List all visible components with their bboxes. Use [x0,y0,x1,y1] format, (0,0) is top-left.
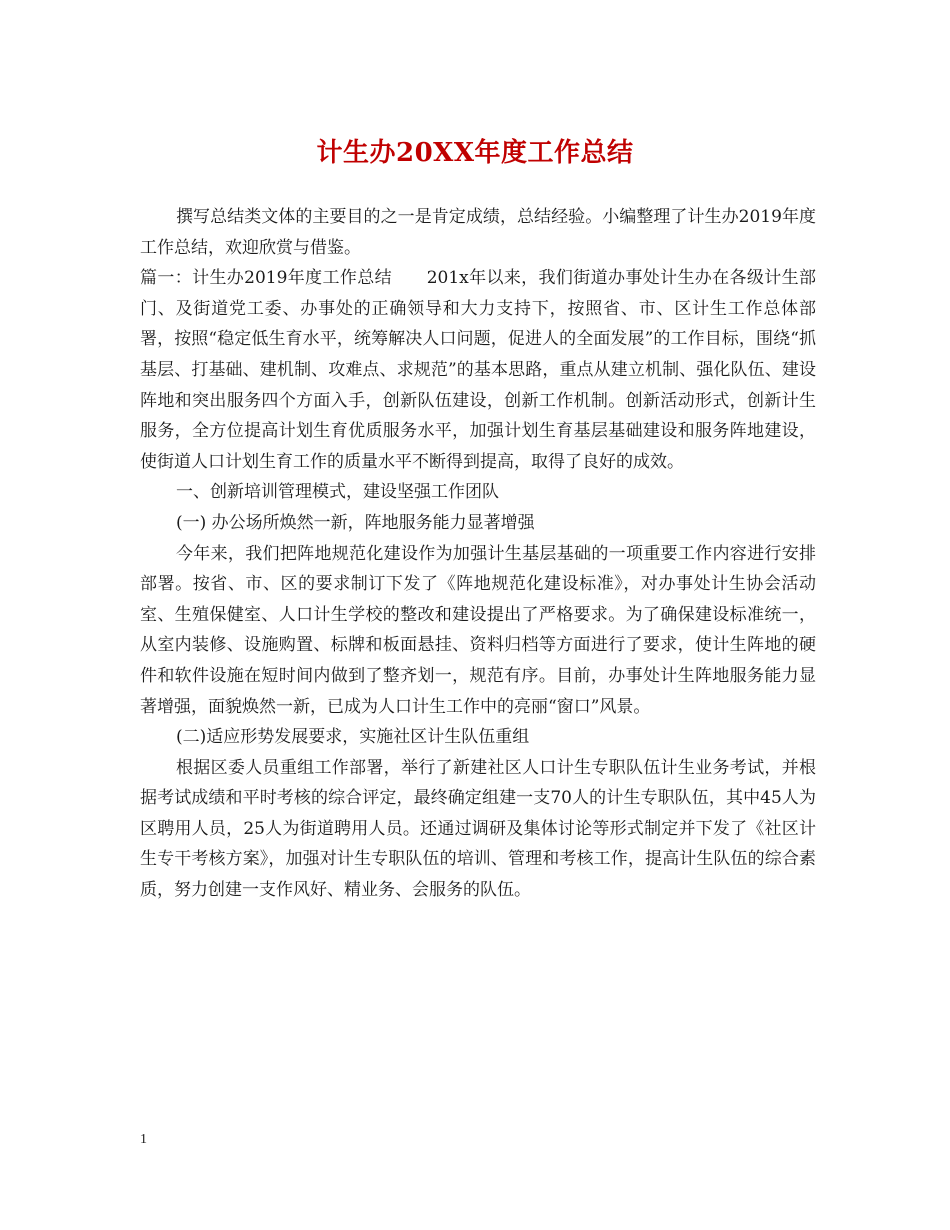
section-heading-one: 一、创新培训管理模式，建设坚强工作团队 [176,482,499,503]
subsection-two-paragraph: 根据区委人员重组工作部署，举行了新建社区人口计生专职队伍计生业务考试，并根据考试成绩和平时考核的综合评定，最终确定组建一支70人的计生专职队伍，其中45人为区聘用人员，25人为街道聘用人员。还通过调研及集体讨论等形式制定并下发了《社区计生专干考核方案》，加强对计生专职队伍的培训、管理和考核工作，提高计生队伍的综合素质，努力创建一支作风好、精业务、会服务的队伍。 [140,757,816,901]
subsection-one-paragraph: 今年来，我们把阵地规范化建设作为加强计生基层基础的一项重要工作内容进行安排部署。按省、市、区的要求制订下发了《阵地规范化建设标准》，对办事处计生协会活动室、生殖保健室、人口计生学校的整改和建设提出了严格要求。为了确保建设标准统一，从室内装修、设施购置、标牌和板面悬挂、资料归档等方面进行了要求，使计生阵地的硬件和软件设施在短时间内做到了整齐划一，规范有序。目前，办事处计生阵地服务能力显著增强，面貌焕然一新，已成为人口计生工作中的亮丽“窗口”风景。 [140,543,816,717]
subsection-heading-two: (二)适应形势发展要求，实施社区计生队伍重组 [176,727,530,748]
article-one-paragraph: 篇一：计生办2019年度工作总结 201x年以来，我们街道办事处计生办在各级计生部门、及街道党工委、办事处的正确领导和大力支持下，按照省、市、区计生工作总体部署，按照“稳定低生育水平，统筹解决人口问题，促进人的全面发展”的工作目标，围绕“抓基层、打基础、建机制、攻难点、求规范”的基本思路，重点从建立机制、强化队伍、建设阵地和突出服务四个方面入手，创新队伍建设，创新工作机制。创新活动形式，创新计生服务，全方位提高计划生育优质服务水平，加强计划生育基层基础建设和服务阵地建设，使街道人口计划生育工作的质量水平不断得到提高，取得了良好的成效。 [140,268,816,472]
document-title: 计生办20XX年度工作总结 [316,138,634,168]
intro-paragraph: 撰写总结类文体的主要目的之一是肯定成绩，总结经验。小编整理了计生办2019年度工作总结，欢迎欣赏与借鉴。 [140,207,816,258]
document-body [140,202,816,906]
subsection-heading-one: (一) 办公场所焕然一新，阵地服务能力显著增强 [176,512,535,533]
page-number: 1 [140,1132,147,1147]
